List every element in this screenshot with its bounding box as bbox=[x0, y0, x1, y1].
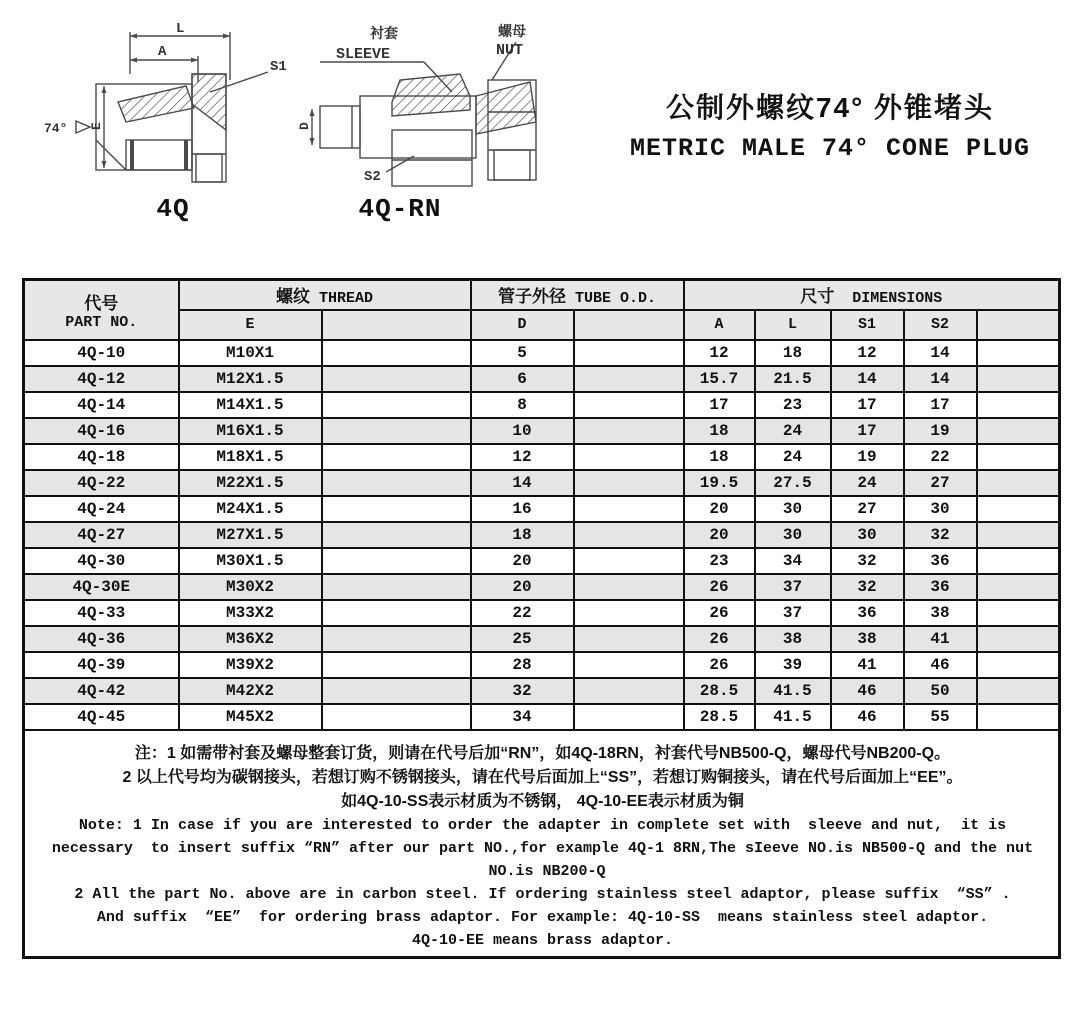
table-cell: 19.5 bbox=[684, 470, 755, 496]
table-cell: M18X1.5 bbox=[179, 444, 322, 470]
table-cell: 46 bbox=[831, 678, 904, 704]
table-cell: 4Q-24 bbox=[24, 496, 179, 522]
table-cell bbox=[977, 600, 1060, 626]
figure-4q-rn bbox=[292, 22, 592, 207]
table-cell bbox=[977, 626, 1060, 652]
table-cell bbox=[977, 392, 1060, 418]
table-cell: 10 bbox=[471, 418, 574, 444]
table-cell: 23 bbox=[755, 392, 831, 418]
table-cell: 38 bbox=[755, 626, 831, 652]
table-cell: 18 bbox=[471, 522, 574, 548]
subheader-s1: S1 bbox=[831, 310, 904, 340]
table-row bbox=[24, 678, 1060, 704]
subheader-d: D bbox=[471, 310, 574, 340]
page-title-en: METRIC MALE 74° CONE PLUG bbox=[629, 134, 1031, 163]
subheader-l: L bbox=[755, 310, 831, 340]
table-cell bbox=[322, 496, 471, 522]
table-cell: 8 bbox=[471, 392, 574, 418]
table-cell: 24 bbox=[755, 418, 831, 444]
table-cell bbox=[322, 418, 471, 444]
dim-label-d: D bbox=[297, 122, 312, 130]
table-cell: 27 bbox=[831, 496, 904, 522]
table-cell: 4Q-33 bbox=[24, 600, 179, 626]
table-cell: M22X1.5 bbox=[179, 470, 322, 496]
table-row bbox=[24, 392, 1060, 418]
table-cell: 37 bbox=[755, 574, 831, 600]
table-cell bbox=[322, 600, 471, 626]
table-cell bbox=[322, 522, 471, 548]
note-line: 2 以上代号均为碳钢接头，若想订购不锈钢接头，请在代号后面加上“SS”，若想订购铜接头，请在代号后面加上“EE”。 bbox=[122, 768, 963, 786]
table-cell: 34 bbox=[471, 704, 574, 730]
table-cell: 17 bbox=[904, 392, 977, 418]
table-cell bbox=[574, 522, 684, 548]
table-row bbox=[24, 444, 1060, 470]
table-cell bbox=[977, 340, 1060, 366]
table-cell: 4Q-42 bbox=[24, 678, 179, 704]
table-cell bbox=[977, 444, 1060, 470]
subheader-a: A bbox=[684, 310, 755, 340]
table-cell bbox=[977, 496, 1060, 522]
table-cell: 26 bbox=[684, 600, 755, 626]
table-cell: 41.5 bbox=[755, 678, 831, 704]
table-row bbox=[24, 522, 1060, 548]
table-cell: 28 bbox=[471, 652, 574, 678]
table-cell: 39 bbox=[755, 652, 831, 678]
header-dimensions-zh: 尺寸 bbox=[800, 287, 835, 307]
note-line: Note: 1 In case if you are interested to order the adapter in complete set with sleeve and nut, it is bbox=[78, 816, 1007, 834]
note-line: 4Q-10-EE means brass adaptor. bbox=[411, 931, 674, 949]
table-cell bbox=[574, 470, 684, 496]
table-cell: 15.7 bbox=[684, 366, 755, 392]
table-cell: 5 bbox=[471, 340, 574, 366]
table-cell: 38 bbox=[831, 626, 904, 652]
table-cell: 4Q-30E bbox=[24, 574, 179, 600]
plug-drawing bbox=[30, 22, 320, 202]
figure-caption-4q-rn: 4Q-RN bbox=[358, 194, 442, 224]
header-part-no bbox=[24, 280, 179, 340]
table-cell bbox=[322, 470, 471, 496]
dim-label-s2: S2 bbox=[364, 169, 381, 185]
table-cell: 34 bbox=[755, 548, 831, 574]
table-cell bbox=[322, 704, 471, 730]
table-cell: 4Q-30 bbox=[24, 548, 179, 574]
table-cell: 18 bbox=[684, 444, 755, 470]
dim-label-e: E bbox=[89, 122, 104, 130]
header-row-subcolumns bbox=[24, 310, 1060, 340]
table-cell: M42X2 bbox=[179, 678, 322, 704]
table-cell: 26 bbox=[684, 652, 755, 678]
header-row-groups bbox=[24, 280, 1060, 310]
table-cell: 37 bbox=[755, 600, 831, 626]
table-cell: 32 bbox=[831, 548, 904, 574]
header-tube-od bbox=[471, 280, 684, 310]
table-cell: 4Q-10 bbox=[24, 340, 179, 366]
table-cell: 36 bbox=[831, 600, 904, 626]
table-cell: 41 bbox=[904, 626, 977, 652]
table-cell: 4Q-14 bbox=[24, 392, 179, 418]
note-line: 如4Q-10-SS表示材质为不锈钢， 4Q-10-EE表示材质为铜 bbox=[341, 792, 744, 810]
table-cell: 18 bbox=[684, 418, 755, 444]
note-line: And suffix “EE” for ordering brass adaptor. For example: 4Q-10-SS means stainless steel adaptor. bbox=[96, 908, 989, 926]
header-dimensions bbox=[684, 280, 1060, 310]
table-cell: 20 bbox=[684, 522, 755, 548]
spec-table-header bbox=[24, 280, 1060, 340]
table-cell: 27 bbox=[904, 470, 977, 496]
table-cell: M30X1.5 bbox=[179, 548, 322, 574]
header-thread-en: THREAD bbox=[319, 290, 374, 308]
table-cell: 22 bbox=[471, 600, 574, 626]
table-cell bbox=[574, 548, 684, 574]
table-cell: 4Q-45 bbox=[24, 704, 179, 730]
table-cell bbox=[574, 704, 684, 730]
table-cell: 30 bbox=[755, 496, 831, 522]
plug-with-nut-drawing bbox=[292, 22, 592, 202]
table-cell bbox=[322, 444, 471, 470]
table-cell: 28.5 bbox=[684, 704, 755, 730]
table-cell: 16 bbox=[471, 496, 574, 522]
header-part-no-zh: 代号 bbox=[84, 293, 119, 313]
table-cell: 36 bbox=[904, 574, 977, 600]
note-line: 注：1 如需带衬套及螺母整套订货，则请在代号后加“RN”，如4Q-18RN，衬套代号NB500-Q，螺母代号NB200-Q。 bbox=[134, 744, 951, 762]
table-cell bbox=[574, 600, 684, 626]
table-cell bbox=[574, 652, 684, 678]
table-cell bbox=[574, 626, 684, 652]
spec-table-footer bbox=[24, 730, 1060, 958]
table-row bbox=[24, 418, 1060, 444]
table-cell bbox=[574, 574, 684, 600]
table-cell: M16X1.5 bbox=[179, 418, 322, 444]
table-cell: 26 bbox=[684, 574, 755, 600]
table-cell bbox=[977, 652, 1060, 678]
table-cell: 30 bbox=[755, 522, 831, 548]
table-cell: M27X1.5 bbox=[179, 522, 322, 548]
angle-label: 74° bbox=[44, 121, 68, 136]
table-cell bbox=[977, 418, 1060, 444]
table-cell: 22 bbox=[904, 444, 977, 470]
table-cell: 27.5 bbox=[755, 470, 831, 496]
table-cell bbox=[574, 366, 684, 392]
figure-caption-4q: 4Q bbox=[156, 194, 190, 224]
note-line: necessary to insert suffix “RN” after our part NO.,for example 4Q-1 8RN,The sIeeve NO.is NB500-Q and the nut bbox=[51, 839, 1034, 857]
table-cell: 38 bbox=[904, 600, 977, 626]
table-row bbox=[24, 626, 1060, 652]
table-cell: 23 bbox=[684, 548, 755, 574]
table-cell: 32 bbox=[904, 522, 977, 548]
header-thread-zh: 螺纹 bbox=[275, 287, 310, 307]
table-cell: M36X2 bbox=[179, 626, 322, 652]
table-cell: M12X1.5 bbox=[179, 366, 322, 392]
table-cell: 17 bbox=[831, 418, 904, 444]
table-cell: 55 bbox=[904, 704, 977, 730]
table-cell bbox=[977, 548, 1060, 574]
table-row bbox=[24, 470, 1060, 496]
table-cell: 14 bbox=[831, 366, 904, 392]
sleeve-label-zh: 衬套 bbox=[370, 25, 398, 41]
table-cell: 30 bbox=[904, 496, 977, 522]
table-cell: 19 bbox=[831, 444, 904, 470]
subheader-blank-2 bbox=[574, 310, 684, 340]
table-cell: 41 bbox=[831, 652, 904, 678]
table-cell bbox=[322, 626, 471, 652]
nut-label-zh: 螺母 bbox=[498, 23, 526, 39]
table-row bbox=[24, 574, 1060, 600]
dim-label-s1: S1 bbox=[270, 59, 287, 75]
table-cell: M30X2 bbox=[179, 574, 322, 600]
table-cell: 30 bbox=[831, 522, 904, 548]
table-cell: 32 bbox=[831, 574, 904, 600]
table-cell: 20 bbox=[684, 496, 755, 522]
table-cell bbox=[574, 418, 684, 444]
note-line: 2 All the part No. above are in carbon steel. If ordering stainless steel adaptor, please suffix “SS” . bbox=[74, 885, 1011, 903]
table-cell bbox=[322, 548, 471, 574]
table-cell: 20 bbox=[471, 548, 574, 574]
nut-label-en: NUT bbox=[496, 42, 524, 59]
table-cell bbox=[977, 574, 1060, 600]
table-cell bbox=[977, 704, 1060, 730]
table-cell bbox=[574, 678, 684, 704]
table-cell bbox=[322, 392, 471, 418]
notes bbox=[24, 730, 1060, 958]
table-cell: 18 bbox=[755, 340, 831, 366]
table-cell: 19 bbox=[904, 418, 977, 444]
subheader-blank-1 bbox=[322, 310, 471, 340]
table-cell: 50 bbox=[904, 678, 977, 704]
header-dimensions-en: DIMENSIONS bbox=[852, 290, 943, 308]
table-cell: 14 bbox=[904, 366, 977, 392]
table-cell: 12 bbox=[471, 444, 574, 470]
note-line: NO.is NB200-Q bbox=[479, 862, 606, 880]
table-cell: 6 bbox=[471, 366, 574, 392]
spec-table-body bbox=[24, 340, 1060, 730]
table-cell bbox=[977, 522, 1060, 548]
subheader-s2: S2 bbox=[904, 310, 977, 340]
title-block bbox=[600, 86, 1060, 163]
table-cell bbox=[322, 678, 471, 704]
sleeve-label-en: SLEEVE bbox=[336, 46, 391, 63]
table-cell: 26 bbox=[684, 626, 755, 652]
table-cell: 17 bbox=[831, 392, 904, 418]
table-cell: 24 bbox=[755, 444, 831, 470]
table-cell bbox=[574, 340, 684, 366]
table-cell: 4Q-39 bbox=[24, 652, 179, 678]
header-part-no-en: PART NO. bbox=[65, 313, 138, 331]
dim-label-a: A bbox=[158, 44, 167, 60]
page-title-zh: 公制外螺纹74° 外锥堵头 bbox=[665, 92, 995, 123]
table-cell bbox=[574, 444, 684, 470]
table-cell: M10X1 bbox=[179, 340, 322, 366]
header-tube-od-zh: 管子外径 bbox=[497, 287, 566, 307]
table-cell bbox=[977, 366, 1060, 392]
table-cell: 12 bbox=[831, 340, 904, 366]
table-cell: 4Q-36 bbox=[24, 626, 179, 652]
table-row bbox=[24, 496, 1060, 522]
table-cell: 4Q-27 bbox=[24, 522, 179, 548]
table-cell bbox=[322, 652, 471, 678]
subheader-blank-3 bbox=[977, 310, 1060, 340]
notes-row bbox=[24, 730, 1060, 958]
table-cell: M14X1.5 bbox=[179, 392, 322, 418]
table-cell: 14 bbox=[471, 470, 574, 496]
table-cell: 4Q-12 bbox=[24, 366, 179, 392]
table-cell: M39X2 bbox=[179, 652, 322, 678]
table-cell: 21.5 bbox=[755, 366, 831, 392]
table-cell bbox=[977, 678, 1060, 704]
table-cell bbox=[977, 470, 1060, 496]
table-cell: 14 bbox=[904, 340, 977, 366]
table-cell: 12 bbox=[684, 340, 755, 366]
table-cell bbox=[574, 392, 684, 418]
dim-label-l: L bbox=[176, 22, 185, 37]
table-cell bbox=[574, 496, 684, 522]
table-cell bbox=[322, 366, 471, 392]
spec-table bbox=[22, 278, 1061, 959]
table-cell: 41.5 bbox=[755, 704, 831, 730]
table-cell: 46 bbox=[831, 704, 904, 730]
table-row bbox=[24, 366, 1060, 392]
table-cell: 17 bbox=[684, 392, 755, 418]
table-cell: 36 bbox=[904, 548, 977, 574]
table-cell: 20 bbox=[471, 574, 574, 600]
table-cell: 4Q-22 bbox=[24, 470, 179, 496]
table-cell bbox=[322, 574, 471, 600]
table-cell: M45X2 bbox=[179, 704, 322, 730]
table-cell: 28.5 bbox=[684, 678, 755, 704]
table-cell: M24X1.5 bbox=[179, 496, 322, 522]
figure-4q bbox=[30, 22, 320, 207]
header-tube-od-en: TUBE O.D. bbox=[575, 290, 657, 308]
table-cell: 25 bbox=[471, 626, 574, 652]
table-cell: 4Q-16 bbox=[24, 418, 179, 444]
table-row bbox=[24, 548, 1060, 574]
table-row bbox=[24, 652, 1060, 678]
table-row bbox=[24, 340, 1060, 366]
table-cell: M33X2 bbox=[179, 600, 322, 626]
table-cell: 4Q-18 bbox=[24, 444, 179, 470]
table-cell: 24 bbox=[831, 470, 904, 496]
table-cell bbox=[322, 340, 471, 366]
table-row bbox=[24, 704, 1060, 730]
subheader-e: E bbox=[179, 310, 322, 340]
table-row bbox=[24, 600, 1060, 626]
table-cell: 46 bbox=[904, 652, 977, 678]
header-thread bbox=[179, 280, 471, 310]
table-cell: 32 bbox=[471, 678, 574, 704]
